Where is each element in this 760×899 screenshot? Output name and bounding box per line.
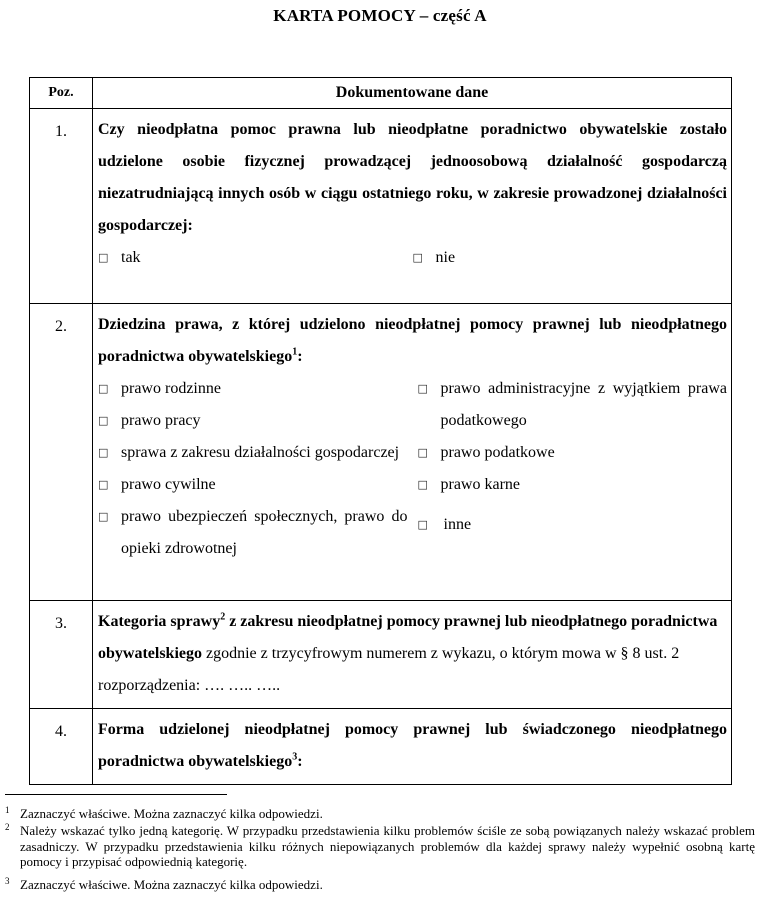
option-prawo-podatkowe[interactable]: [418, 437, 728, 469]
footnote-separator: [5, 794, 227, 795]
option-label: tak: [121, 249, 141, 266]
footnote-text: Należy wskazać tylko jedną kategorię. W przypadku przedstawienia kilku problemów ściśle ze sobą powiązanych należy wskazać problem zasadniczy. W przypadku przedstawienia kilku różnych niepowiązanych problemów dla każdej sprawy należy wypełnić osobną kartę pomocy i przypisać odpowiednią kategorię.: [20, 823, 755, 869]
row-number: 3.: [30, 601, 93, 709]
question-text: Kategoria sprawy$^2$ z zakresu nieodpłatnej pomocy prawnej lub nieodpłatnego poradnictwa obywatelskiego zgodnie z trzycyfrowym numerem z wykazu, o którym mowa w § 8 ust. 2 rozporządzenia: …. ….. …..: [98, 611, 718, 694]
table-row-1: [30, 109, 732, 304]
table-row-3: [30, 601, 732, 709]
footnote-text: Zaznaczyć właściwe. Można zaznaczyć kilka odpowiedzi.: [20, 806, 323, 821]
checkbox-icon[interactable]: □: [98, 478, 109, 491]
footnote-ref[interactable]: 3: [292, 751, 298, 763]
footnote-number: 1: [5, 805, 10, 815]
help-card-table: [29, 77, 732, 785]
checkbox-icon[interactable]: □: [98, 414, 109, 427]
checkbox-icon[interactable]: □: [412, 251, 423, 264]
option-label: prawo administracyjne z wyjątkiem prawa podatkowego: [440, 380, 727, 429]
option-label: nie: [435, 249, 456, 266]
row-content: [93, 709, 732, 785]
table-row-2: [30, 304, 732, 601]
option-tak[interactable]: [98, 242, 413, 274]
options-group: [98, 373, 727, 565]
footnote-ref[interactable]: 1: [292, 346, 298, 358]
option-label: sprawa z zakresu działalności gospodarczej: [121, 444, 400, 461]
option-inne[interactable]: [418, 509, 728, 541]
footnote-number: 2: [5, 822, 10, 832]
footnote-number: 3: [5, 876, 10, 886]
checkbox-icon[interactable]: □: [98, 251, 109, 264]
row-content: [93, 109, 732, 304]
footnote-2: [5, 823, 755, 870]
footnote-text: Zaznaczyć właściwe. Można zaznaczyć kilka odpowiedzi.: [20, 877, 323, 892]
checkbox-icon[interactable]: □: [417, 518, 428, 531]
option-dzialalnosc-gospodarcza[interactable]: [98, 437, 408, 469]
checkbox-icon[interactable]: □: [417, 382, 428, 395]
option-label: prawo pracy: [121, 412, 201, 429]
table-row-4: [30, 709, 732, 785]
table-header-row: [30, 78, 732, 109]
page-title: KARTA POMOCY – część A: [273, 6, 487, 25]
row-content: [93, 601, 732, 709]
option-prawo-pracy[interactable]: [98, 405, 408, 437]
checkbox-icon[interactable]: □: [98, 510, 109, 523]
checkbox-icon[interactable]: □: [417, 478, 428, 491]
option-label: prawo ubezpieczeń społecznych, prawo do opieki zdrowotnej: [121, 508, 408, 557]
option-ubezpieczenia-spoleczne[interactable]: [98, 501, 408, 565]
option-prawo-cywilne[interactable]: [98, 469, 408, 501]
option-label: prawo podatkowe: [440, 444, 555, 461]
checkbox-icon[interactable]: □: [98, 382, 109, 395]
option-label: prawo rodzinne: [121, 380, 221, 397]
checkbox-icon[interactable]: □: [98, 446, 109, 459]
footnote-ref[interactable]: 2: [220, 611, 226, 623]
checkbox-icon[interactable]: □: [417, 446, 428, 459]
footnote-1: [5, 806, 755, 822]
column-header-poz: Poz.: [30, 78, 93, 109]
row-content: [93, 304, 732, 601]
option-label: inne: [443, 516, 472, 533]
option-prawo-rodzinne[interactable]: [98, 373, 408, 405]
option-prawo-administracyjne[interactable]: [418, 373, 728, 437]
row-number: 1.: [30, 109, 93, 304]
question-text: Dziedzina prawa, z której udzielono nieodpłatnej pomocy prawnej lub nieodpłatnego poradnictwa obywatelskiego$^1$:: [98, 316, 727, 365]
column-header-data: Dokumentowane dane: [93, 78, 732, 109]
option-nie[interactable]: [413, 242, 728, 274]
options-group: [98, 242, 727, 274]
option-label: prawo karne: [440, 476, 521, 493]
question-text: Czy nieodpłatna pomoc prawna lub nieodpłatne poradnictwo obywatelskie zostało udzielone osobie fizycznej prowadzącej jednoosobową działalność gospodarczą niezatrudniającą innych osób w ciągu ostatniego roku, w zakresie prowadzonej działalności gospodarczej:: [98, 121, 727, 234]
option-label: prawo cywilne: [121, 476, 216, 493]
footnote-3: [5, 877, 755, 893]
question-text: Forma udzielonej nieodpłatnej pomocy prawnej lub świadczonego nieodpłatnego poradnictwa obywatelskiego$^3$:: [98, 721, 727, 770]
row-number: 2.: [30, 304, 93, 601]
option-prawo-karne[interactable]: [418, 469, 728, 501]
row-number: 4.: [30, 709, 93, 785]
